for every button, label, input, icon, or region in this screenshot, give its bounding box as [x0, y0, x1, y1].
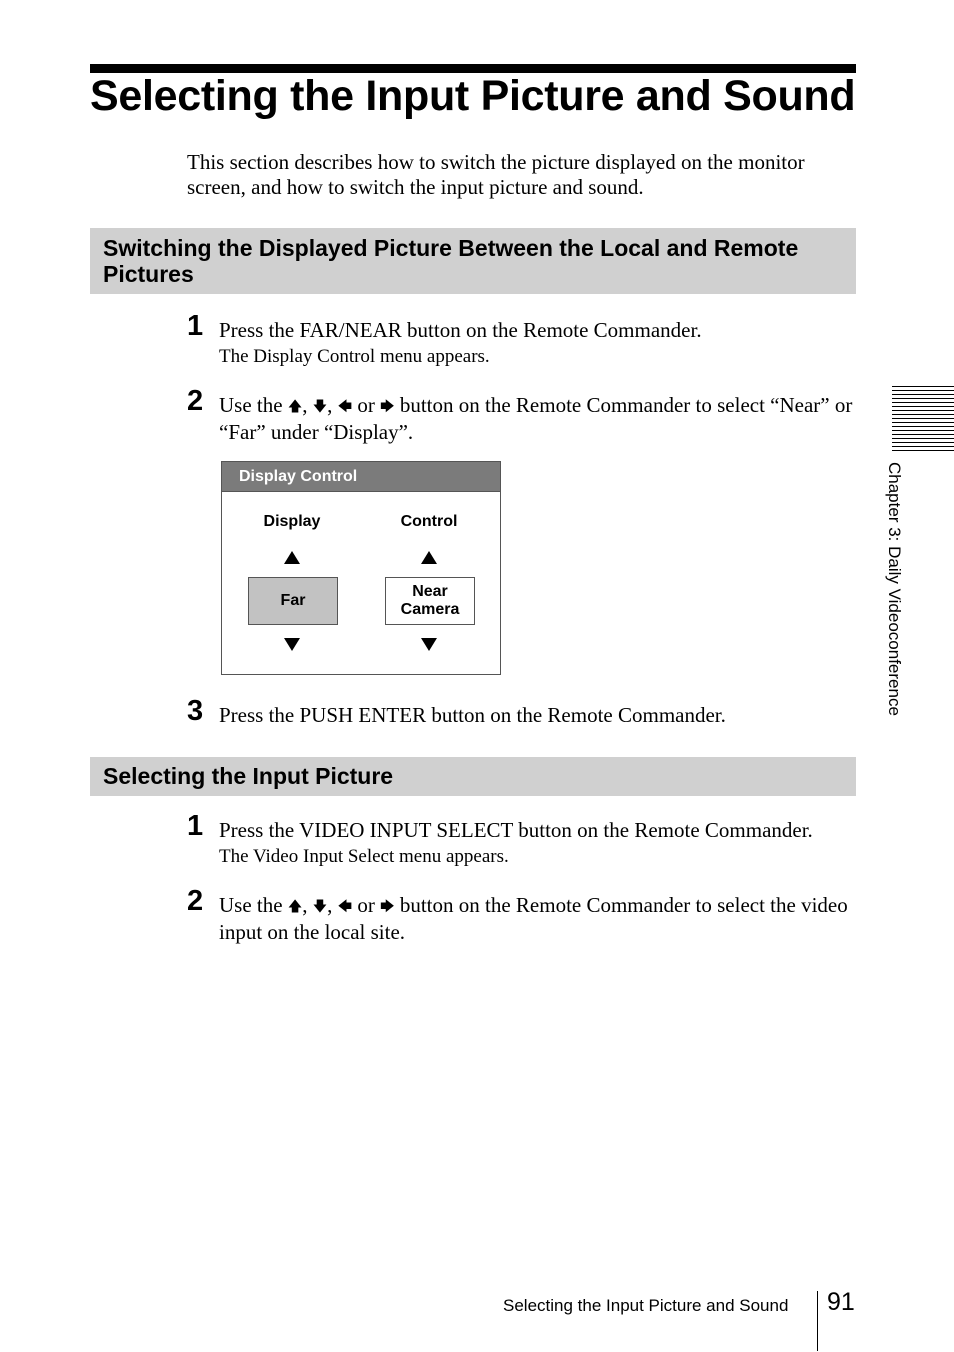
right-arrow-icon: 🡆	[380, 899, 395, 915]
step-number: 3	[187, 695, 204, 727]
intro-paragraph: This section describes how to switch the picture displayed on the monitor screen, and how to switch the input picture and sound.	[187, 150, 805, 199]
step-text: Use the 🡅, 🡇, 🡄 or 🡆 button on the Remote Commander to select “Near” or “Far” under “Display”.	[219, 393, 853, 444]
section-heading-bar	[90, 757, 856, 796]
control-label: Control	[400, 513, 458, 530]
up-arrow-icon[interactable]	[284, 551, 300, 564]
step-result: The Display Control menu appears.	[219, 346, 490, 367]
chapter-tab	[878, 462, 908, 762]
footer-divider	[817, 1291, 818, 1351]
down-arrow-icon: 🡇	[312, 399, 328, 415]
left-arrow-icon: 🡄	[337, 399, 353, 415]
page-number: 91	[827, 1288, 855, 1316]
step-text: Press the PUSH ENTER button on the Remote Commander.	[219, 703, 726, 727]
section-heading: Switching the Displayed Picture Between the Local and Remote Pictures	[103, 235, 799, 287]
display-control-menu	[221, 461, 501, 675]
up-arrow-icon[interactable]	[421, 551, 437, 564]
footer-title: Selecting the Input Picture and Sound	[503, 1296, 789, 1315]
control-selector[interactable]: Near Camera	[385, 577, 475, 625]
step-text: Use the 🡅, 🡇, 🡄 or 🡆 button on the Remote Commander to select the video input on the local site.	[219, 893, 848, 944]
up-arrow-icon: 🡅	[287, 899, 303, 915]
display-selector[interactable]: Far	[248, 577, 338, 625]
chapter-tab-stripes	[892, 386, 954, 452]
step-text: Press the FAR/NEAR button on the Remote Commander.	[219, 318, 702, 342]
step-number: 1	[187, 810, 204, 842]
down-arrow-icon: 🡇	[312, 899, 328, 915]
page-title: Selecting the Input Picture and Sound	[90, 72, 856, 120]
step-text: Press the VIDEO INPUT SELECT button on the Remote Commander.	[219, 818, 813, 842]
step-number: 2	[187, 885, 204, 917]
menu-header	[222, 462, 500, 492]
step-number: 2	[187, 385, 204, 417]
down-arrow-icon[interactable]	[284, 638, 300, 651]
display-label: Display	[263, 513, 321, 530]
section-heading-bar	[90, 228, 856, 294]
step-result: The Video Input Select menu appears.	[219, 846, 509, 867]
right-arrow-icon: 🡆	[380, 399, 395, 415]
chapter-tab-label: Chapter 3: Daily Videoconference	[885, 462, 904, 716]
menu-title: Display Control	[239, 468, 358, 485]
up-arrow-icon: 🡅	[287, 399, 303, 415]
down-arrow-icon[interactable]	[421, 638, 437, 651]
left-arrow-icon: 🡄	[337, 899, 353, 915]
section-heading: Selecting the Input Picture	[103, 763, 394, 789]
step-number: 1	[187, 310, 204, 342]
